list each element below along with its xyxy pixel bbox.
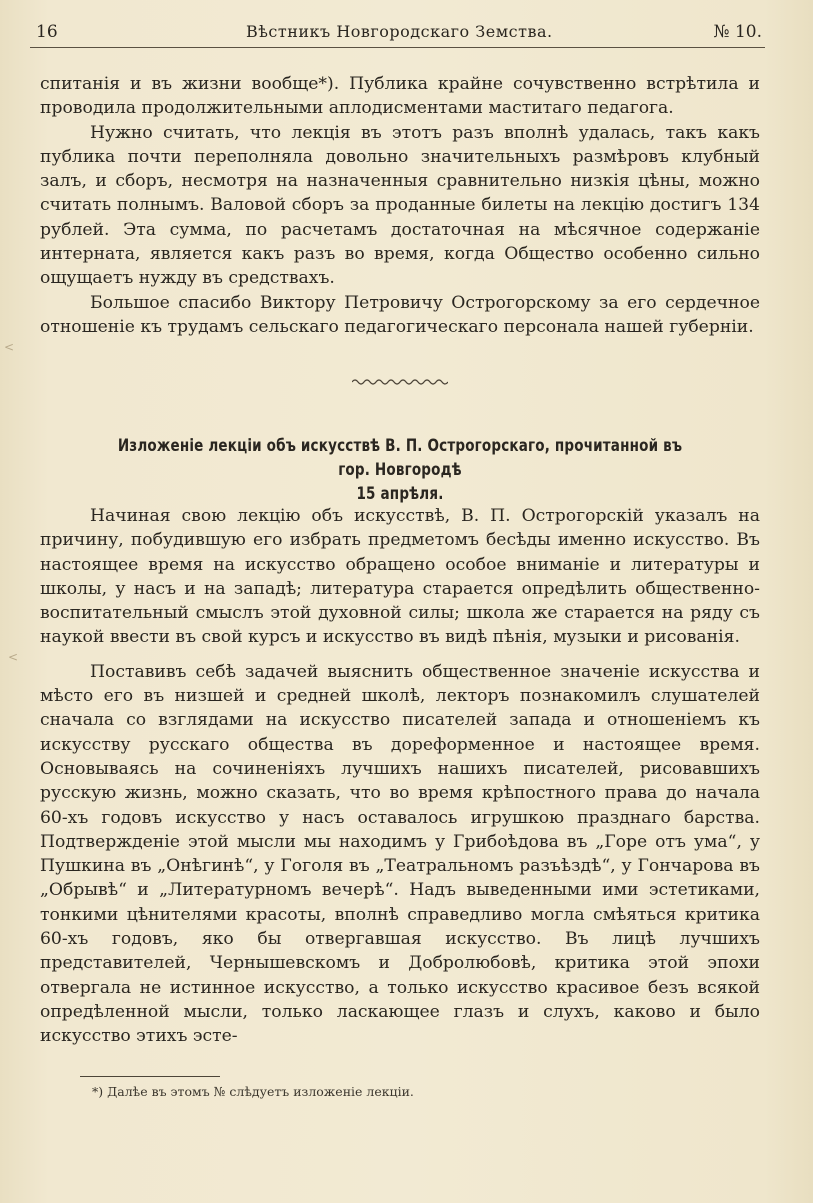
header-rule xyxy=(30,47,765,48)
section-separator-ornament xyxy=(352,378,448,386)
paragraph: Большое спасибо Виктору Петровичу Острогорскому за его сердечное отношеніе къ трудамъ сельскаго педагогическаго персонала нашей губерніи. xyxy=(40,292,760,337)
journal-title: Вѣстникъ Новгородскаго Земства. xyxy=(246,22,553,41)
running-header xyxy=(36,22,762,48)
section-heading-line2: 15 апрѣля. xyxy=(356,484,444,503)
body-text-block xyxy=(40,504,760,1049)
footnote-rule xyxy=(80,1076,220,1077)
paragraph: Начиная свою лекцію объ искусствѣ, В. П. Острогорскій указалъ на причину, побудившую его избрать предметомъ бесѣды именно искусство. Въ настоящее время на искусство обращено особое вниманіе и литературы и школы, у насъ и на западѣ; литература старается опредѣлить общественно-воспитательный смыслъ этой духовной силы; школа же старается на ряду съ наукой ввести въ свой курсъ и искусство въ видѣ пѣнія, музыки и рисованія. xyxy=(40,506,760,648)
paragraph: Поставивъ себѣ задачей выяснить общественное значеніе искусства и мѣсто его въ низшей и средней школѣ, лекторъ познакомилъ слушателей сначала со взглядами на искусство писателей запада и отношеніемъ къ искусству русскаго общества въ дореформенное и настоящее время. Основываясь на сочиненіяхъ лучшихъ нашихъ писателей, рисовавшихъ русскую жизнь, можно сказать, что во время крѣпостного права до начала 60-хъ годовъ искусство у насъ оставалось игрушкою празднаго барства. Подтвержденіе этой мысли мы находимъ у Грибоѣдова въ „Горе отъ ума“, у Пушкина въ „Онѣгинѣ“, у Гоголя въ „Театральномъ разъѣздѣ“, у Гончарова въ „Обрывѣ“ и „Литературномъ вечерѣ“. Надъ выведенными ими эстетиками, тонкими цѣнителями красоты, вполнѣ справедливо могла смѣяться критика 60-хъ годовъ, яко бы отвергавшая искусство. Въ лицѣ лучшихъ представителей, Чернышевскомъ и Добролюбовѣ, критика этой эпохи отвергала не истинное искусство, а только искусство красивое безъ всякой опредѣленной мысли, только ласкающее глазъ и слухъ, каково и было искусство этихъ эсте- xyxy=(40,661,760,1047)
section-heading-line1: Изложеніе лекціи объ искусствѣ В. П. Острогорскаго, прочитанной въ гор. Новгородѣ xyxy=(117,436,683,479)
paragraph: Нужно считать, что лекція въ этотъ разъ вполнѣ удалась, такъ какъ публика почти переполняла довольно значительныхъ размѣровъ клубный залъ, и сборъ, несмотря на назначенныя сравнительно низкія цѣны, можно считать полнымъ. Валовой сборъ за проданные билеты на лекцію достигъ 134 рублей. Эта сумма, по расчетамъ достаточная на мѣсячное содержаніе интерната, является какъ разъ во время, когда Общество особенно сильно ощущаетъ нужду въ средствахъ. xyxy=(40,122,760,289)
section-heading xyxy=(105,434,695,506)
page-number: 16 xyxy=(36,22,58,42)
top-text-block xyxy=(40,72,760,339)
footnote: *) Далѣе въ этомъ № слѣдуетъ изложеніе лекціи. xyxy=(92,1084,414,1099)
issue-number: № 10. xyxy=(713,22,762,42)
paragraph: спитанія и въ жизни вообще*). Публика крайне сочувственно встрѣтила и проводила продолжительными аплодисментами маститаго педагога. xyxy=(40,74,760,119)
margin-mark: < xyxy=(4,340,15,354)
margin-mark: < xyxy=(8,650,19,664)
